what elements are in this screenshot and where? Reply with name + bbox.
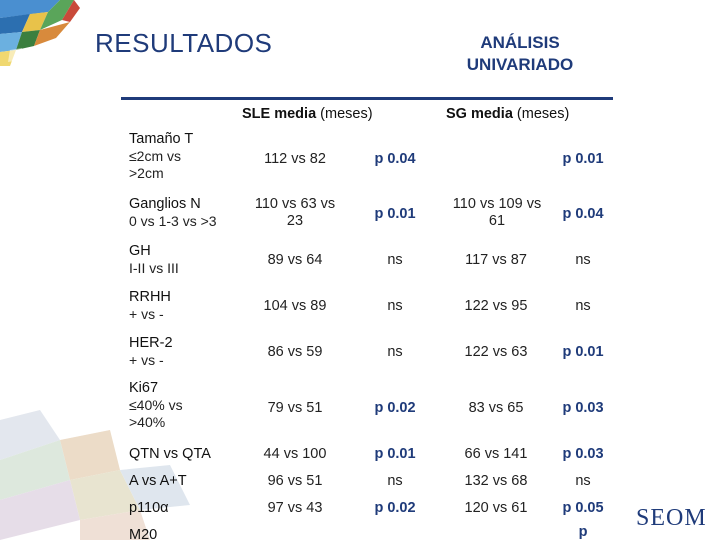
sle-value: 89 vs 64	[267, 252, 323, 268]
row-label	[129, 196, 254, 230]
sle-p-value: ns	[387, 473, 403, 489]
sg-p-value: p 0.05	[562, 500, 604, 516]
sg-p-value: p 0.01	[562, 344, 604, 360]
row-label	[129, 527, 254, 544]
row-name: HER-2	[129, 335, 173, 351]
row-sub: ≤40% vs >40%	[129, 397, 183, 430]
row-sub: + vs -	[129, 352, 164, 368]
sg-p-value: p 0.03	[562, 400, 604, 416]
sg-value: 110 vs 109 vs 61	[452, 196, 542, 229]
row-name: Ki67	[129, 380, 159, 396]
sg-p-value: ns	[575, 252, 591, 268]
sle-value: 104 vs 89	[263, 298, 327, 314]
sg-p-value: p 0.01	[562, 151, 604, 167]
sg-p-value: p 0.03	[562, 446, 604, 462]
sg-value: 122 vs 95	[464, 298, 528, 314]
sle-header-label: SLE media	[242, 106, 317, 122]
row-name: QTN vs QTA	[129, 446, 211, 462]
row-label	[129, 473, 254, 490]
sg-value: 122 vs 63	[464, 344, 528, 360]
sg-value: 117 vs 87	[465, 252, 527, 268]
sle-p-value: p 0.01	[374, 446, 416, 462]
row-label	[129, 335, 254, 369]
sle-header	[242, 106, 373, 122]
sg-p-value: ns	[575, 473, 591, 489]
page-subtitle: ANÁLISIS UNIVARIADO	[466, 33, 574, 74]
sle-p-value: ns	[387, 344, 403, 360]
sle-value: 86 vs 59	[267, 344, 323, 360]
row-label	[129, 289, 254, 323]
sg-p-value: p	[578, 524, 588, 540]
row-name: M20	[129, 527, 158, 543]
sle-value: 97 vs 43	[267, 500, 323, 516]
row-name: p110α	[129, 500, 169, 516]
sle-value: 110 vs 63 vs 23	[254, 196, 336, 229]
sg-header-unit: (meses)	[516, 106, 570, 122]
sg-p-value: ns	[575, 298, 591, 314]
sle-value: 96 vs 51	[267, 473, 323, 489]
page-title: RESULTADOS	[95, 28, 273, 58]
sg-value: 66 vs 141	[464, 446, 528, 462]
sg-header-label: SG media	[446, 106, 513, 122]
sg-value: 120 vs 61	[464, 500, 528, 516]
row-label	[129, 243, 254, 277]
sle-p-value: p 0.02	[374, 500, 416, 516]
row-label	[129, 500, 254, 517]
sle-p-value: p 0.01	[374, 206, 416, 222]
sle-value: 44 vs 100	[263, 446, 327, 462]
row-label	[129, 446, 254, 463]
row-name: Ganglios N	[129, 196, 201, 212]
row-name: GH	[129, 243, 151, 259]
header-divider	[121, 97, 613, 100]
seom-logo: SEOM	[636, 505, 707, 531]
sle-header-unit: (meses)	[320, 106, 373, 122]
sle-p-value: ns	[387, 252, 403, 268]
sle-p-value: p 0.04	[374, 151, 416, 167]
sle-p-value: ns	[387, 298, 403, 314]
sg-header	[446, 106, 569, 122]
sg-value: 83 vs 65	[468, 400, 524, 416]
row-sub: I-II vs III	[129, 260, 179, 276]
sg-p-value: p 0.04	[562, 206, 604, 222]
row-label	[129, 380, 254, 431]
row-name: A vs A+T	[129, 473, 187, 489]
row-label	[129, 131, 254, 182]
sle-value: 112 vs 82	[264, 151, 326, 167]
row-name: RRHH	[129, 289, 171, 305]
sg-value: 132 vs 68	[464, 473, 528, 489]
row-sub: ≤2cm vs >2cm	[129, 148, 182, 181]
row-sub: 0 vs 1-3 vs >3	[129, 213, 217, 229]
sle-value: 79 vs 51	[267, 400, 323, 416]
sle-p-value: p 0.02	[374, 400, 416, 416]
row-name: Tamaño T	[129, 131, 194, 147]
mosaic-decoration	[0, 0, 90, 80]
row-sub: + vs -	[129, 306, 164, 322]
